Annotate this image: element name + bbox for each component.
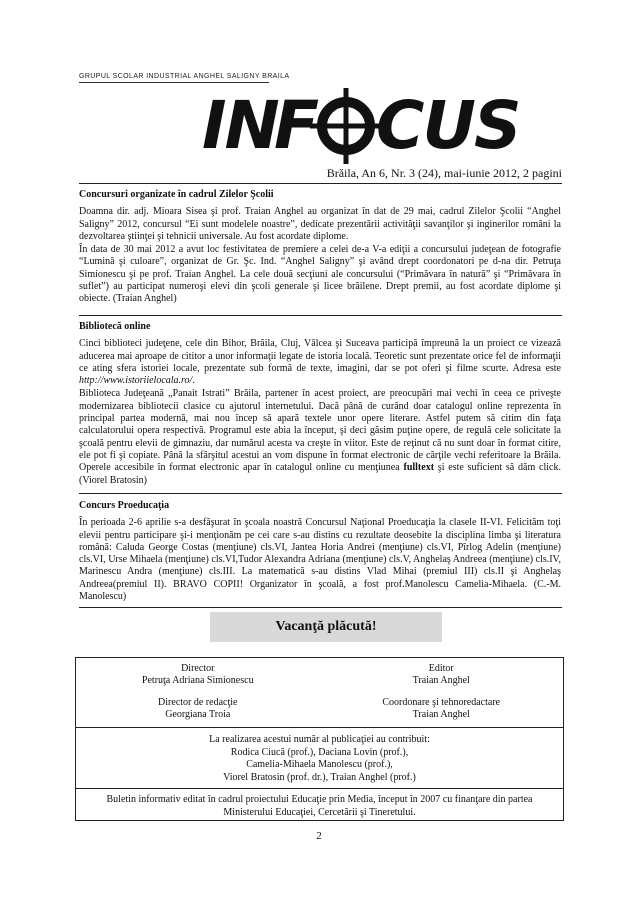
coordination-name: Traian Anghel bbox=[412, 709, 470, 720]
paragraph-text: . bbox=[192, 375, 195, 387]
redaction-name: Georgiana Troia bbox=[165, 709, 231, 720]
project-note: Buletin informativ editat în cadrul proiectului Educaţie prin Media, început în 2007 cu finanţare din partea Ministerului Educaţiei, Cercetării şi Tineretului. bbox=[106, 794, 533, 818]
coordination-block bbox=[320, 697, 564, 721]
contributors-intro: La realizarea acestui număr al publicaţiei au contribuit: bbox=[209, 734, 430, 745]
paragraph: În perioada 2-6 aprilie s-a desfăşurat în şcoala noastră Concursul Naţional Proeducaţia la clasele II-VI. Felicităm toţi elevii pentru participare şi-i menţionăm pe cei care s-au distins cu rezultate deosebite la disciplina limba şi literatura română: Caluda George Costas (menţiune) cls.VI, Jantea Horia Andrei (menţiune) cls.VI, Pîrlog Adelin (menţiune) cls.VI, Urse Mihaela (menţiune) cls.VI,Tudor Alexandra Adriana (menţiune) cls.V, Anghelaş Andreea (menţiune) cls.IV, Marinescu Andra (menţiune) cls.III. La matematică s-au distins Vlad Mihai (premiul III) cls.II şi Anghelaş Andreea(premiul II). BRAVO COPII! Organizator în şcoală, a fost prof.Manolescu Camelia-Mihaela. (C.-M. Manolescu) bbox=[79, 517, 561, 603]
section-zilele-scolii bbox=[79, 189, 561, 306]
paragraph-text: Cinci biblioteci judeţene, cele din Bihor, Brăila, Cluj, Vâlcea şi Suceava participă împreună la un proiect ce vizează aducerea mai aproape de cititor a unor informaţii legate de istoria locală. Teoretic sunt prezentate orice fel de informaţii ce ating sfera istoriei locale, prezentate sub formă de texte, imagini, dar se pot oferi şi filme scurte. Adresa este bbox=[79, 338, 561, 374]
paragraph: În data de 30 mai 2012 a avut loc festivitatea de premiere a celei de-a V-a ediţii a concursului judeţean de fotografie “Lumină şi culoare”, organizat de Gr. Şc. Ind. “Anghel Saligny” şi având drept coordonatori pe d-na dir. Petruţa Simionescu şi pe prof. Traian Anghel. La cele două secţiuni ale concursului (“Primăvara în natură” şi “Primăvara în suflet”) au participat numeroşi elevi din şcoli generale şi licee brăilene. Drept premii, au fost acordate diplome şi obiecte. (Traian Anghel) bbox=[79, 244, 561, 305]
staff-row-bottom bbox=[76, 697, 563, 721]
section-biblioteca-online bbox=[79, 321, 561, 487]
vacation-banner: Vacanţă plăcută! bbox=[210, 612, 442, 642]
fulltext-keyword: fulltext bbox=[403, 462, 435, 474]
redaction-block bbox=[76, 697, 320, 721]
infocus-logo-graphic bbox=[200, 86, 532, 164]
director-name: Petruţa Adriana Simionescu bbox=[141, 675, 254, 686]
redaction-role: Director de redacţie bbox=[158, 697, 238, 708]
website-link[interactable]: http://www.istoriielocala.ro/ bbox=[79, 375, 193, 387]
section-rule bbox=[79, 493, 562, 494]
section-rule bbox=[79, 607, 562, 608]
contributors-line: Rodica Ciucă (prof.), Daciana Lovin (prof.), bbox=[230, 746, 409, 758]
svg-text:F: F bbox=[274, 87, 318, 164]
section-title: Bibliotecă online bbox=[79, 321, 151, 332]
editor-block bbox=[320, 663, 564, 687]
infocus-logo bbox=[200, 86, 532, 164]
contributors-line: Viorel Bratosin (prof. dr.), Traian Anghel (prof.) bbox=[223, 771, 416, 783]
editor-role: Editor bbox=[428, 663, 454, 674]
paragraph bbox=[79, 388, 561, 486]
staff-row-top bbox=[76, 663, 563, 687]
school-underline bbox=[79, 82, 269, 83]
contributors bbox=[76, 734, 563, 784]
paragraph bbox=[79, 338, 561, 387]
svg-text:CUS: CUS bbox=[376, 87, 520, 164]
coordination-role: Coordonare şi tehnoredactare bbox=[382, 697, 501, 708]
paragraph: Doamna dir. adj. Mioara Sisea şi prof. Traian Anghel au organizat în dat de 29 mai, cadrul Zilelor Şcolii “Anghel Saligny” 2012, concursul “Ei sunt modelele noastre”, dedicate prezentării activităţii savanţilor şi inginerilor români la dezvoltarea ştiinţei şi tehnicii universale. Au fost acordate diplome. bbox=[79, 206, 561, 242]
box-divider bbox=[76, 727, 563, 728]
editor-name: Traian Anghel bbox=[412, 675, 470, 686]
paragraph-text: şi este suficient să dăm click. (Viorel Bratosin) bbox=[79, 462, 561, 486]
header-rule bbox=[79, 183, 562, 184]
paragraph-text: Biblioteca Judeţeană „Panait Istrati” Brăila, partener în acest proiect, are preocupări mai vechi în ceea ce priveşte modernizarea bibliotecii clasice cu ajutorul internetului. Dacă până de curând doar catalogul online reprezenta în principal partea modernă, mai nou încep să apară textele unor opere literare. Astfel putem să citim din faţa calculatorului opera respectivă. Programul este abia la început, şi deci găsim puţine opere, de regulă cele solicitate la şcoală pentru elevii de gimnaziu, dar numărul acesta va creşte în viitor. Este de reţinut că nu sunt doar în format citire, ele pot fi şi copiate. Până la sfârşitul acestui an vom dispune în format electronic de cărţile vechi referitoare la Brăila. Operele accesibile în format electronic apar în catalogul online cu menţiunea bbox=[79, 388, 561, 474]
section-proeducatia bbox=[79, 500, 561, 603]
section-rule bbox=[79, 315, 562, 316]
section-title: Concursuri organizate în cadrul Zilelor Şcolii bbox=[79, 189, 274, 200]
staff-box bbox=[75, 657, 564, 821]
issue-info: Brăila, An 6, Nr. 3 (24), mai-iunie 2012, 2 pagini bbox=[326, 166, 562, 180]
page-number: 2 bbox=[316, 830, 322, 842]
box-divider bbox=[76, 788, 563, 789]
contributors-line: Camelia-Mihaela Manolescu (prof.), bbox=[246, 759, 393, 771]
logo-letters: IN bbox=[202, 87, 278, 164]
director-role: Director bbox=[181, 663, 215, 674]
school-name: GRUPUL SCOLAR INDUSTRIAL ANGHEL SALIGNY BRAILA bbox=[79, 73, 290, 80]
section-title: Concurs Proeducaţia bbox=[79, 500, 170, 511]
director-block bbox=[76, 663, 320, 687]
